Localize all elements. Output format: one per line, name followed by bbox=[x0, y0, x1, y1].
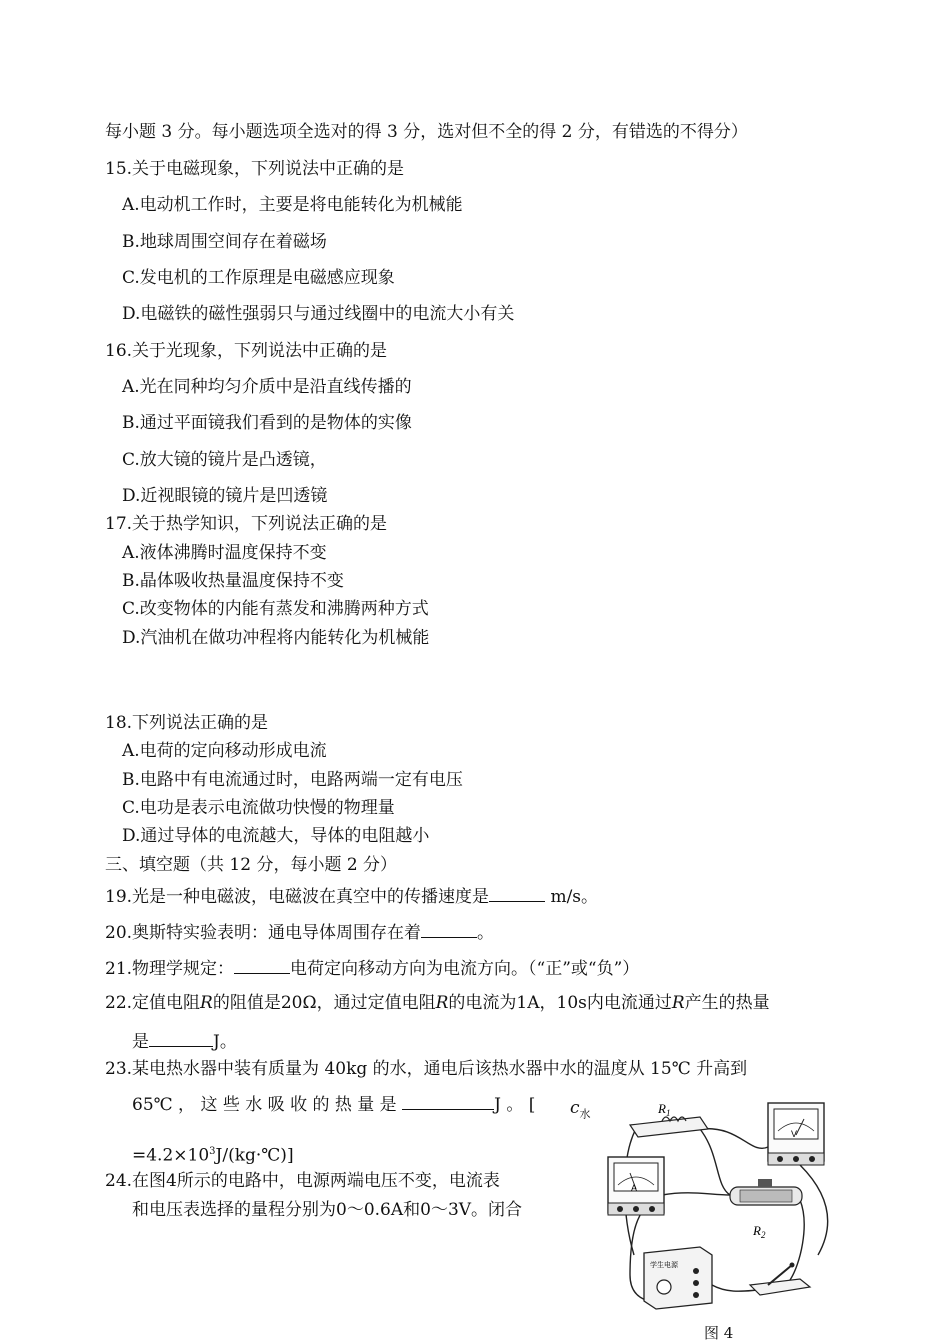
question-19-text: 19.光是一种电磁波，电磁波在真空中的传播速度是 bbox=[105, 887, 490, 907]
resistor-r1 bbox=[630, 1101, 708, 1137]
circuit-figure bbox=[600, 1095, 840, 1320]
question-23-text: 65℃ ， 这 些 水 吸 收 的 热 量 是 bbox=[132, 1095, 397, 1115]
question-22-text-a: 22.定值电阻 bbox=[105, 993, 201, 1013]
question-18-stem: 18.下列说法正确的是 bbox=[105, 713, 269, 733]
question-17-option-b: B.晶体吸收热量温度保持不变 bbox=[122, 571, 344, 591]
rheostat-r2 bbox=[730, 1179, 802, 1240]
question-21-answer-blank[interactable] bbox=[234, 955, 290, 974]
question-19-answer-blank[interactable] bbox=[489, 883, 545, 902]
svg-text:A: A bbox=[631, 1183, 638, 1193]
resistor-symbol: R bbox=[671, 993, 685, 1013]
question-20-text: 20.奥斯特实验表明：通电导体周围存在着 bbox=[105, 923, 422, 943]
question-23-answer-blank[interactable] bbox=[402, 1091, 494, 1110]
question-22-text-e: 是 bbox=[132, 1032, 149, 1052]
question-22-text-c: 的电流为1A，10s内电流通过 bbox=[448, 993, 672, 1013]
question-22-line-1 bbox=[105, 992, 770, 1014]
power-supply bbox=[644, 1247, 712, 1309]
switch bbox=[750, 1263, 810, 1296]
question-21-text: 21.物理学规定： bbox=[105, 959, 235, 979]
question-20-end: 。 bbox=[477, 923, 495, 943]
question-23-line-1: 23.某电热水器中装有质量为 40kg 的水，通电后该热水器中水的温度从 15℃ 升高到 bbox=[105, 1059, 748, 1079]
question-22-answer-blank[interactable] bbox=[149, 1028, 213, 1047]
question-21-rest: 电荷定向移动方向为电流方向。（“正”或“负”） bbox=[290, 959, 640, 979]
question-22-text-b: 的阻值是20Ω，通过定值电阻 bbox=[212, 993, 436, 1013]
svg-text:V: V bbox=[791, 1129, 798, 1139]
question-19-unit: m/s。 bbox=[545, 887, 599, 907]
question-15-option-d: D.电磁铁的磁性强弱只与通过线圈中的电流大小有关 bbox=[122, 304, 515, 324]
ammeter bbox=[608, 1157, 664, 1215]
question-22-line-2 bbox=[132, 1028, 237, 1053]
question-21 bbox=[105, 955, 639, 980]
question-16-option-a: A.光在同种均匀介质中是沿直线传播的 bbox=[122, 377, 412, 397]
question-15-option-c: C.发电机的工作原理是电磁感应现象 bbox=[122, 268, 395, 288]
svg-text:学生电源: 学生电源 bbox=[650, 1261, 678, 1269]
specific-heat-unit: J/(kg·℃)] bbox=[215, 1145, 294, 1166]
question-23-line-2 bbox=[132, 1091, 535, 1116]
exponent: 3 bbox=[209, 1146, 216, 1157]
question-17-option-a: A.液体沸腾时温度保持不变 bbox=[122, 543, 327, 563]
question-17-stem: 17.关于热学知识，下列说法正确的是 bbox=[105, 514, 388, 534]
question-15-stem: 15.关于电磁现象，下列说法中正确的是 bbox=[105, 159, 405, 179]
question-22-text-d: 产生的热量 bbox=[684, 993, 770, 1013]
question-17-option-d: D.汽油机在做功冲程将内能转化为机械能 bbox=[122, 628, 430, 648]
question-16-option-d: D.近视眼镜的镜片是凹透镜 bbox=[122, 486, 328, 506]
svg-text:R1: $R_1$ bbox=[658, 1101, 671, 1118]
question-15-option-b: B.地球周围空间存在着磁场 bbox=[122, 232, 327, 252]
question-19 bbox=[105, 883, 598, 908]
question-16-option-c: C.放大镜的镜片是凸透镜， bbox=[122, 450, 327, 470]
question-20 bbox=[105, 919, 494, 944]
question-23-unit: J 。 [ bbox=[494, 1095, 536, 1115]
resistor-symbol: R bbox=[435, 993, 449, 1013]
question-16-stem: 16.关于光现象，下列说法中正确的是 bbox=[105, 341, 388, 361]
svg-text:R2: $R_2$ bbox=[753, 1223, 766, 1240]
question-18-option-b: B.电路中有电流通过时，电路两端一定有电压 bbox=[122, 770, 463, 790]
question-20-answer-blank[interactable] bbox=[421, 919, 477, 938]
question-18-option-a: A.电荷的定向移动形成电流 bbox=[122, 741, 327, 761]
question-22-unit: J。 bbox=[213, 1032, 237, 1052]
question-17-option-c: C.改变物体的内能有蒸发和沸腾两种方式 bbox=[122, 599, 429, 619]
question-24-line-2: 和电压表选择的量程分别为0～0.6A和0～3V。闭合 bbox=[132, 1200, 523, 1220]
resistor-symbol: R bbox=[200, 993, 213, 1013]
question-18-option-c: C.电功是表示电流做功快慢的物理量 bbox=[122, 798, 395, 818]
question-18-option-d: D.通过导体的电流越大，导体的电阻越小 bbox=[122, 826, 430, 846]
section2-instructions: 每小题 3 分。每小题选项全选对的得 3 分，选对但不全的得 2 分，有错选的不得分） bbox=[105, 122, 748, 142]
voltmeter bbox=[768, 1103, 824, 1165]
figure-caption: 图 4 bbox=[704, 1324, 734, 1342]
question-24-line-1: 24.在图4所示的电路中，电源两端电压不变，电流表 bbox=[105, 1171, 500, 1191]
question-15-option-a: A.电动机工作时，主要是将电能转化为机械能 bbox=[122, 195, 463, 215]
specific-heat-symbol: $c_水$ bbox=[570, 1098, 591, 1121]
question-23-line-3 bbox=[132, 1141, 294, 1167]
question-16-option-b: B.通过平面镜我们看到的是物体的实像 bbox=[122, 413, 412, 433]
section3-heading: 三、填空题（共 12 分，每小题 2 分） bbox=[105, 855, 398, 875]
specific-heat-value: =4.2×10 bbox=[132, 1145, 210, 1166]
